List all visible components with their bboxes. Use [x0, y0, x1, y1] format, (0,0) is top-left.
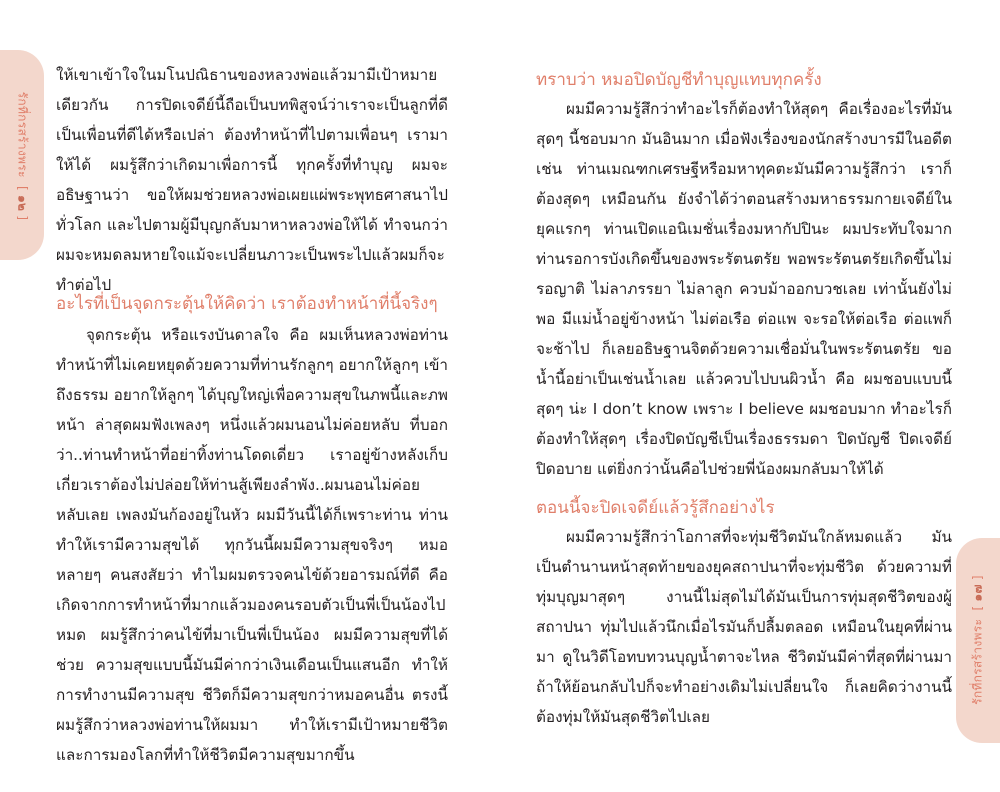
left-tab-label: รักที่กรสร้างพระ [ ๑๒ ]: [15, 91, 30, 221]
left-page-tab: [0, 50, 44, 260]
right-page-tab: [956, 538, 1000, 743]
right-paragraph-2: ผมมีความรู้สึกว่าโอกาสที่จะทุ่มชีวิตมันใกล้หมดแล้ว มันเป็นตำนานหน้าสุดท้ายของยุคสถาปนาที่จะทุ่มชีวิต ด้วยความที่ทุ่มบุญมาสุดๆ งานนี้ไม่สุดไม่ได้มันเป็นการทุ่มสุดชีวิตของผู้สถาปนา ทุ่มไปแล้วนึกเมื่อไรมันก็ปลื้มตลอด เหมือนในยุคที่ผ่านมา ดูในวิดีโอทบทวนบุญน้ำตาจะไหล ชีวิตมันมีค่าที่สุดที่ผ่านมา ถ้าให้ย้อนกลับไปก็จะทำอย่างเดิมไม่เปลี่ยนใจ ก็เลยคิดว่างานนี้ต้องทุ่มให้มันสุดชีวิตไปเลย: [536, 528, 952, 726]
right-page-number: ๑๗: [970, 584, 985, 602]
right-tab-title: รักที่กรสร้างพระ: [970, 618, 985, 705]
right-tab-label: รักที่กรสร้างพระ [ ๑๗ ]: [970, 575, 985, 705]
right-paragraph-1: ผมมีความรู้สึกว่าทำอะไรก็ต้องทำให้สุดๆ คือเรื่องอะไรที่มันสุดๆ นี้ชอบมาก มันอินมาก เมื่อฟังเรื่องของนักสร้างบารมีในอดีต เช่น ท่านเมณฑกเศรษฐีหรือมหาทุคตะมันมีความรู้สึกว่า เราก็ต้องสุดๆ เหมือนกัน ยังจำได้ว่าตอนสร้างมหาธรรมกายเจดีย์ในยุคแรกๆ ท่านเปิดแอนิเมชั่นเรื่องมหากัปปินะ ผมประทับใจมาก ท่านรอการบังเกิดขึ้นของพระรัตนตรัย พอพระรัตนตรัยเกิดขึ้นไม่รอญาติ ไม่ลาภรรยา ไม่ลาลูก ควบม้าออกบวชเลย เท่านั้นยังไม่พอ มีแม่น้ำอยู่ข้างหน้า ไม่ต่อเรือ ต่อแพ จะรอให้ต่อเรือ ต่อแพก็จะช้าไป ก็เลยอธิษฐานจิตด้วยความเชื่อมั่นในพระรัตนตรัย ขอน้ำนี้อย่าเป็นเช่นน้ำเลย แล้วควบไปบนผิวน้ำ คือ ผมชอบแบบนี้ สุดๆ น่ะ I don’t know เพราะ I believe ผมชอบมาก ทำอะไรก็ต้องทำให้สุดๆ เรื่องปิดบัญชีเป็นเรื่องธรรมดา ปิดบัญชี ปิดเจดีย์ ปิดอบาย แต่ยิ่งกว่านั้นคือไปช่วยพี่น้องผมกลับมาให้ได้: [536, 100, 952, 478]
left-intro-paragraph: ให้เขาเข้าใจในมโนปณิธานของหลวงพ่อแล้วมามีเป้าหมายเดียวกัน การปิดเจดีย์นี้ถือเป็นบทพิสูจน์ว่าเราจะเป็นลูกที่ดี เป็นเพื่อนที่ดีได้หรือเปล่า ต้องทำหน้าที่ไปตามเพื่อนๆ เรามาให้ได้ ผมรู้สึกว่าเกิดมาเพื่อการนี้ ทุกครั้งที่ทำบุญ ผมจะอธิษฐานว่า ขอให้ผมช่วยหลวงพ่อเผยแผ่พระพุทธศาสนาไปทั่วโลก และไปตามผู้มีบุญกลับมาหาหลวงพ่อให้ได้ ทำจนกว่าผมจะหมดลมหายใจแม้จะเปลี่ยนภาวะเป็นพระไปแล้วผมก็จะทำต่อไป: [56, 66, 448, 294]
right-section-heading-2: ตอนนี้จะปิดเจดีย์แล้วรู้สึกอย่างไร: [536, 498, 775, 518]
left-body-paragraph: จุดกระตุ้น หรือแรงบันดาลใจ คือ ผมเห็นหลวงพ่อท่านทำหน้าที่ไม่เคยหยุดด้วยความที่ท่านรักลูกๆ อยากให้ลูกๆ เข้าถึงธรรม อยากให้ลูกๆ ได้บุญใหญ่เพื่อความสุขในภพนี้และภพหน้า ล่าสุดผมฟังเพลงๆ หนึ่งแล้วผมนอนไม่ค่อยหลับ ที่บอกว่า..ท่านทำหน้าที่อย่าทิ้งท่านโดดเดี่ยว เราอยู่ข้างหลังเก็บเกี่ยวเราต้องไม่ปล่อยให้ท่านสู้เพียงลำพัง..ผมนอนไม่ค่อยหลับเลย เพลงมันก้องอยู่ในหัว ผมมีวันนี้ได้ก็เพราะท่าน ท่านทำให้เรามีความสุขได้ ทุกวันนี้ผมมีความสุขจริงๆ หมอหลายๆ คนสงสัยว่า ทำไมผมตรวจคนไข้ด้วยอารมณ์ที่ดี คือเกิดจากการทำหน้าที่มากแล้วมองคนรอบตัวเป็นพี่เป็นน้องไปหมด ผมรู้สึกว่าคนไข้ที่มาเป็นพี่เป็นน้อง ผมมีความสุขที่ได้ช่วย ความสุขแบบนี้มันมีค่ากว่าเงินเดือนเป็นแสนอีก ทำให้การทำงานมีความสุข ชีวิตก็มีความสุขกว่าหมอคนอื่น ตรงนี้ผมรู้สึกว่าหลวงพ่อท่านให้ผมมา ทำให้เรามีเป้าหมายชีวิต และการมองโลกที่ทำให้ชีวิตมีความสุขมากขึ้น: [56, 326, 448, 764]
right-section-heading-1: ทราบว่า หมอปิดบัญชีทำบุญแทบทุกครั้ง: [536, 70, 822, 90]
left-tab-title: รักที่กรสร้างพระ: [15, 91, 30, 178]
left-section-heading: อะไรที่เป็นจุดกระตุ้นให้คิดว่า เราต้องทำหน้าที่นี้จริงๆ: [56, 294, 438, 314]
left-page-number: ๑๒: [15, 195, 30, 212]
